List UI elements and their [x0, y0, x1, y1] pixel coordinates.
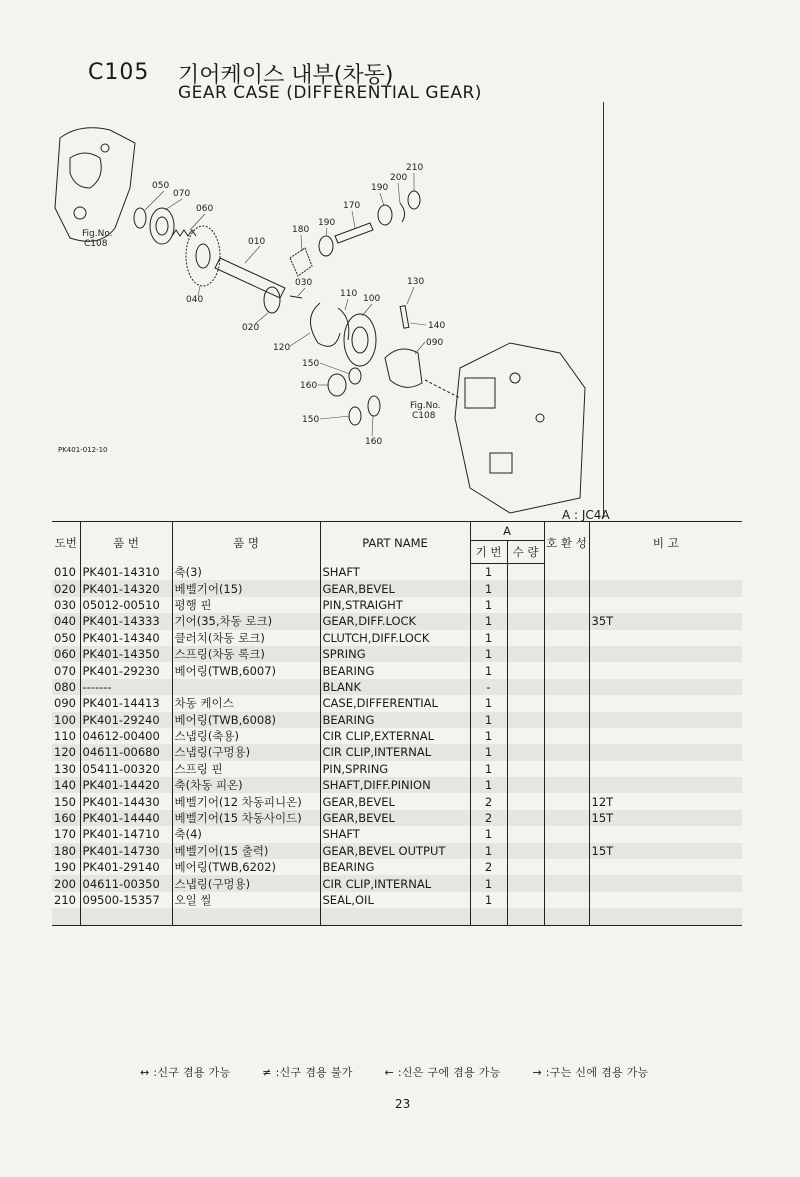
header-base: 기 번 [470, 541, 507, 564]
cell-no: 090 [52, 695, 80, 711]
cell-qty2 [507, 580, 544, 596]
fig-ref-label-2: Fig.No. [410, 401, 441, 411]
fig-ref-num-2: C108 [412, 411, 436, 421]
callout-190-upper: 190 [371, 183, 389, 193]
cell-qty2 [507, 777, 544, 793]
cell-interchange [544, 662, 589, 678]
cell-part-no: 09500-15357 [80, 892, 172, 908]
oil-seal-210-drawing [408, 191, 420, 209]
cell-remarks [589, 679, 742, 695]
cell-qty: 1 [470, 580, 507, 596]
cell-part-name: BLANK [320, 679, 470, 695]
empty-cell [80, 908, 172, 925]
empty-cell [507, 908, 544, 925]
cell-no: 120 [52, 744, 80, 760]
cell-qty: 1 [470, 646, 507, 662]
cell-qty: 1 [470, 728, 507, 744]
cell-qty2 [507, 712, 544, 728]
cell-part-name-kor: 베벨기어(15 차동사이드) [172, 810, 320, 826]
header-remarks: 비 고 [589, 522, 742, 564]
cell-part-name-kor [172, 679, 320, 695]
cell-qty: 1 [470, 826, 507, 842]
cell-qty2 [507, 892, 544, 908]
cell-remarks: 12T [589, 793, 742, 809]
cell-remarks [589, 859, 742, 875]
cell-part-no: PK401-14710 [80, 826, 172, 842]
cell-remarks [589, 875, 742, 891]
shaft-170-drawing [335, 223, 373, 243]
cell-remarks [589, 826, 742, 842]
callout-040: 040 [186, 295, 204, 305]
cell-interchange [544, 646, 589, 662]
cell-interchange [544, 744, 589, 760]
table-row [52, 695, 742, 711]
cell-qty: 1 [470, 777, 507, 793]
cell-qty: - [470, 679, 507, 695]
pin-130-drawing [400, 306, 409, 329]
gear-040-drawing [186, 226, 220, 286]
empty-cell [52, 908, 80, 925]
cell-part-name: BEARING [320, 859, 470, 875]
cell-part-name: GEAR,BEVEL [320, 810, 470, 826]
cell-remarks [589, 712, 742, 728]
cell-part-name-kor: 베벨기어(15 출력) [172, 843, 320, 859]
cell-no: 170 [52, 826, 80, 842]
cell-no: 040 [52, 613, 80, 629]
header-part-name-kor: 품 명 [172, 522, 320, 564]
table-row [52, 630, 742, 646]
cell-qty: 2 [470, 810, 507, 826]
cell-part-no: 05012-00510 [80, 597, 172, 613]
cir-clip-120-drawing [310, 303, 340, 346]
callout-070: 070 [173, 189, 191, 199]
cell-qty2 [507, 761, 544, 777]
legend-item-2: ≠ :신구 겸용 불가 [262, 1066, 353, 1079]
cell-part-no: PK401-14440 [80, 810, 172, 826]
cell-qty2 [507, 744, 544, 760]
callout-190-lower: 190 [318, 218, 336, 228]
header-interchange: 호 환 성 [544, 522, 589, 564]
header-qty: 수 량 [507, 541, 544, 564]
pinion-gear-150-upper-drawing [349, 368, 361, 384]
cell-part-name-kor: 스냅링(축용) [172, 728, 320, 744]
empty-cell [589, 908, 742, 925]
table-empty-space [52, 908, 742, 925]
cell-part-no: PK401-29140 [80, 859, 172, 875]
fig-ref-label-1: Fig.No. [82, 229, 113, 239]
cell-interchange [544, 777, 589, 793]
cir-clip-200-drawing [400, 203, 405, 222]
cell-part-name-kor: 오일 씰 [172, 892, 320, 908]
cell-interchange [544, 810, 589, 826]
callout-160-upper: 160 [300, 381, 318, 391]
cell-no: 200 [52, 875, 80, 891]
cell-interchange [544, 597, 589, 613]
cell-interchange [544, 695, 589, 711]
cell-interchange [544, 728, 589, 744]
clutch-050-drawing [134, 208, 146, 228]
cell-interchange [544, 613, 589, 629]
page-title-korean: 기어케이스 내부(차동) [178, 63, 394, 88]
cell-part-no: PK401-14350 [80, 646, 172, 662]
cell-no: 100 [52, 712, 80, 728]
callout-060: 060 [196, 204, 214, 214]
cell-interchange [544, 875, 589, 891]
cell-no: 080 [52, 679, 80, 695]
cell-remarks [589, 580, 742, 596]
callout-030: 030 [295, 278, 313, 288]
callout-150-lower: 150 [302, 415, 320, 425]
cell-part-name: GEAR,DIFF.LOCK [320, 613, 470, 629]
cell-interchange [544, 580, 589, 596]
page-number: 23 [395, 1097, 411, 1111]
cell-qty: 1 [470, 662, 507, 678]
cell-remarks [589, 761, 742, 777]
cell-qty2 [507, 875, 544, 891]
cell-part-no: PK401-14430 [80, 793, 172, 809]
cell-part-name: SHAFT [320, 826, 470, 842]
bearing-100-drawing [344, 314, 376, 366]
cell-no: 190 [52, 859, 80, 875]
page-title-english: GEAR CASE (DIFFERENTIAL GEAR) [178, 83, 482, 103]
cell-part-name-kor: 베벨기어(12 차동피니온) [172, 793, 320, 809]
cell-interchange [544, 564, 589, 581]
cell-qty: 2 [470, 859, 507, 875]
cell-part-name-kor: 스냅링(구멍용) [172, 744, 320, 760]
header-part-name: PART NAME [320, 522, 470, 564]
cell-part-name: SPRING [320, 646, 470, 662]
cell-part-no: 05411-00320 [80, 761, 172, 777]
cell-part-no: PK401-14413 [80, 695, 172, 711]
cell-no: 060 [52, 646, 80, 662]
cell-qty: 1 [470, 744, 507, 760]
parts-table [52, 521, 742, 926]
table-row [52, 679, 742, 695]
cell-qty: 1 [470, 843, 507, 859]
cell-qty2 [507, 646, 544, 662]
cell-part-name: SHAFT [320, 564, 470, 581]
cell-qty2 [507, 695, 544, 711]
callout-010: 010 [248, 237, 266, 247]
cell-part-name-kor: 스냅링(구멍용) [172, 875, 320, 891]
table-row [52, 646, 742, 662]
cell-part-name: CIR CLIP,EXTERNAL [320, 728, 470, 744]
parts-table-body [52, 564, 742, 926]
table-row [52, 613, 742, 629]
cell-part-no: PK401-29230 [80, 662, 172, 678]
callout-130: 130 [407, 277, 425, 287]
bevel-gear-output-180-drawing [290, 248, 312, 276]
cell-part-name-kor: 베어링(TWB,6008) [172, 712, 320, 728]
cell-no: 210 [52, 892, 80, 908]
header-no: 도번 [52, 522, 80, 564]
pinion-gear-150-lower-drawing [349, 407, 361, 425]
cell-part-no: PK401-14320 [80, 580, 172, 596]
table-row [52, 662, 742, 678]
empty-cell [172, 908, 320, 925]
empty-cell [544, 908, 589, 925]
cell-part-name: PIN,SPRING [320, 761, 470, 777]
cell-part-name-kor: 축(4) [172, 826, 320, 842]
cell-qty2 [507, 843, 544, 859]
legend-item-1: ↔ :신구 겸용 가능 [140, 1066, 231, 1079]
bevel-gear-020-drawing [264, 287, 280, 313]
cell-interchange [544, 793, 589, 809]
table-header-row [52, 522, 742, 541]
table-row [52, 744, 742, 760]
callout-120: 120 [273, 343, 291, 353]
cell-remarks [589, 564, 742, 581]
cell-part-name-kor: 차동 케이스 [172, 695, 320, 711]
cell-qty: 1 [470, 564, 507, 581]
cell-qty2 [507, 859, 544, 875]
cell-no: 180 [52, 843, 80, 859]
cell-qty2 [507, 810, 544, 826]
legend-footnote [140, 1064, 677, 1080]
callout-020: 020 [242, 323, 260, 333]
cell-part-no: 04611-00680 [80, 744, 172, 760]
cell-part-name: CIR CLIP,INTERNAL [320, 875, 470, 891]
cell-remarks: 15T [589, 810, 742, 826]
table-row [52, 564, 742, 581]
legend-item-4: → :구는 신에 겸용 가능 [532, 1066, 649, 1079]
cell-part-no: PK401-14340 [80, 630, 172, 646]
cell-remarks [589, 597, 742, 613]
cell-part-name: BEARING [320, 662, 470, 678]
callout-150-upper: 150 [302, 359, 320, 369]
cell-no: 020 [52, 580, 80, 596]
pin-030-drawing [290, 296, 302, 298]
cell-remarks [589, 892, 742, 908]
cell-remarks [589, 777, 742, 793]
model-label: A : JC4A [562, 508, 610, 522]
shaft-140-drawing [425, 380, 460, 398]
cell-interchange [544, 859, 589, 875]
cell-part-no: 04612-00400 [80, 728, 172, 744]
cell-interchange [544, 892, 589, 908]
header-group-a: A [470, 522, 544, 541]
exploded-parts-diagram [40, 118, 605, 518]
callout-210: 210 [406, 163, 424, 173]
cell-interchange [544, 712, 589, 728]
cell-qty: 1 [470, 613, 507, 629]
callout-090: 090 [426, 338, 444, 348]
shaft-010-drawing [215, 258, 285, 298]
callout-110: 110 [340, 289, 358, 299]
cell-qty2 [507, 564, 544, 581]
callout-100: 100 [363, 294, 381, 304]
cell-part-name-kor: 스프링(차동 록크) [172, 646, 320, 662]
table-row [52, 793, 742, 809]
cell-part-name: SEAL,OIL [320, 892, 470, 908]
cell-part-name-kor: 클러치(차동 로크) [172, 630, 320, 646]
cell-part-no: PK401-14420 [80, 777, 172, 793]
side-gear-160-upper-drawing [328, 374, 346, 396]
diff-case-090-drawing [385, 349, 422, 387]
cell-part-no: 04611-00350 [80, 875, 172, 891]
cell-no: 030 [52, 597, 80, 613]
cell-qty2 [507, 826, 544, 842]
cell-part-name-kor: 평행 핀 [172, 597, 320, 613]
cell-part-name-kor: 축(3) [172, 564, 320, 581]
cell-part-name-kor: 베어링(TWB,6007) [172, 662, 320, 678]
cell-qty2 [507, 630, 544, 646]
cell-no: 110 [52, 728, 80, 744]
cell-remarks [589, 744, 742, 760]
legend-item-3: ← :신은 구에 겸용 가능 [384, 1066, 501, 1079]
bearing-190-upper-drawing [378, 205, 392, 225]
table-row [52, 580, 742, 596]
cell-qty: 1 [470, 712, 507, 728]
callout-180: 180 [292, 225, 310, 235]
table-row [52, 597, 742, 613]
cell-qty2 [507, 728, 544, 744]
cell-part-name: CASE,DIFFERENTIAL [320, 695, 470, 711]
cell-part-name-kor: 기어(35,차동 로크) [172, 613, 320, 629]
cell-qty2 [507, 662, 544, 678]
bearing-190-lower-drawing [319, 236, 333, 256]
table-row [52, 843, 742, 859]
cell-qty: 2 [470, 793, 507, 809]
cell-part-name: CIR CLIP,INTERNAL [320, 744, 470, 760]
cell-remarks: 35T [589, 613, 742, 629]
cell-part-name: GEAR,BEVEL OUTPUT [320, 843, 470, 859]
cell-no: 010 [52, 564, 80, 581]
header-part-no: 품 번 [80, 522, 172, 564]
callout-170: 170 [343, 201, 361, 211]
cell-no: 070 [52, 662, 80, 678]
cell-qty: 1 [470, 892, 507, 908]
cell-qty: 1 [470, 875, 507, 891]
cell-part-no: PK401-14730 [80, 843, 172, 859]
table-row [52, 777, 742, 793]
empty-cell [320, 908, 470, 925]
cell-qty: 1 [470, 761, 507, 777]
cell-part-name-kor: 베어링(TWB,6202) [172, 859, 320, 875]
table-row [52, 859, 742, 875]
table-row [52, 728, 742, 744]
cell-qty: 1 [470, 597, 507, 613]
cell-part-name-kor: 축(차동 피온) [172, 777, 320, 793]
cell-part-name: GEAR,BEVEL [320, 580, 470, 596]
cell-qty: 1 [470, 695, 507, 711]
cell-part-no: PK401-29240 [80, 712, 172, 728]
table-row [52, 875, 742, 891]
cell-remarks [589, 662, 742, 678]
diagram-id-label: PK401-012-10 [58, 446, 108, 454]
left-housing-drawing [55, 128, 135, 242]
empty-cell [470, 908, 507, 925]
cell-part-name: SHAFT,DIFF.PINION [320, 777, 470, 793]
cell-part-no: ------- [80, 679, 172, 695]
table-row [52, 826, 742, 842]
callout-140: 140 [428, 321, 446, 331]
cell-qty2 [507, 613, 544, 629]
cell-qty2 [507, 597, 544, 613]
cell-no: 130 [52, 761, 80, 777]
callout-200: 200 [390, 173, 408, 183]
side-gear-160-lower-drawing [368, 396, 380, 416]
cell-interchange [544, 679, 589, 695]
cell-remarks: 15T [589, 843, 742, 859]
cell-interchange [544, 761, 589, 777]
cell-remarks [589, 728, 742, 744]
table-row [52, 712, 742, 728]
right-housing-drawing [455, 343, 585, 513]
cell-no: 150 [52, 793, 80, 809]
cell-remarks [589, 646, 742, 662]
cell-qty: 1 [470, 630, 507, 646]
cell-part-name-kor: 스프링 핀 [172, 761, 320, 777]
cell-part-no: PK401-14310 [80, 564, 172, 581]
cell-part-name: PIN,STRAIGHT [320, 597, 470, 613]
callout-160-lower: 160 [365, 437, 383, 447]
cell-interchange [544, 843, 589, 859]
table-row [52, 810, 742, 826]
catalog-code: C105 [88, 60, 150, 85]
cell-no: 160 [52, 810, 80, 826]
bearing-070-drawing [150, 208, 174, 244]
callout-050: 050 [152, 181, 170, 191]
cell-no: 050 [52, 630, 80, 646]
table-row [52, 892, 742, 908]
cell-part-name: BEARING [320, 712, 470, 728]
cell-no: 140 [52, 777, 80, 793]
table-row [52, 761, 742, 777]
cell-part-name: GEAR,BEVEL [320, 793, 470, 809]
cell-interchange [544, 826, 589, 842]
fig-ref-num-1: C108 [84, 239, 108, 249]
cell-qty2 [507, 679, 544, 695]
cell-interchange [544, 630, 589, 646]
cell-part-name-kor: 베벨기어(15) [172, 580, 320, 596]
cell-remarks [589, 695, 742, 711]
cell-part-name: CLUTCH,DIFF.LOCK [320, 630, 470, 646]
cell-qty2 [507, 793, 544, 809]
cell-remarks [589, 630, 742, 646]
cell-part-no: PK401-14333 [80, 613, 172, 629]
